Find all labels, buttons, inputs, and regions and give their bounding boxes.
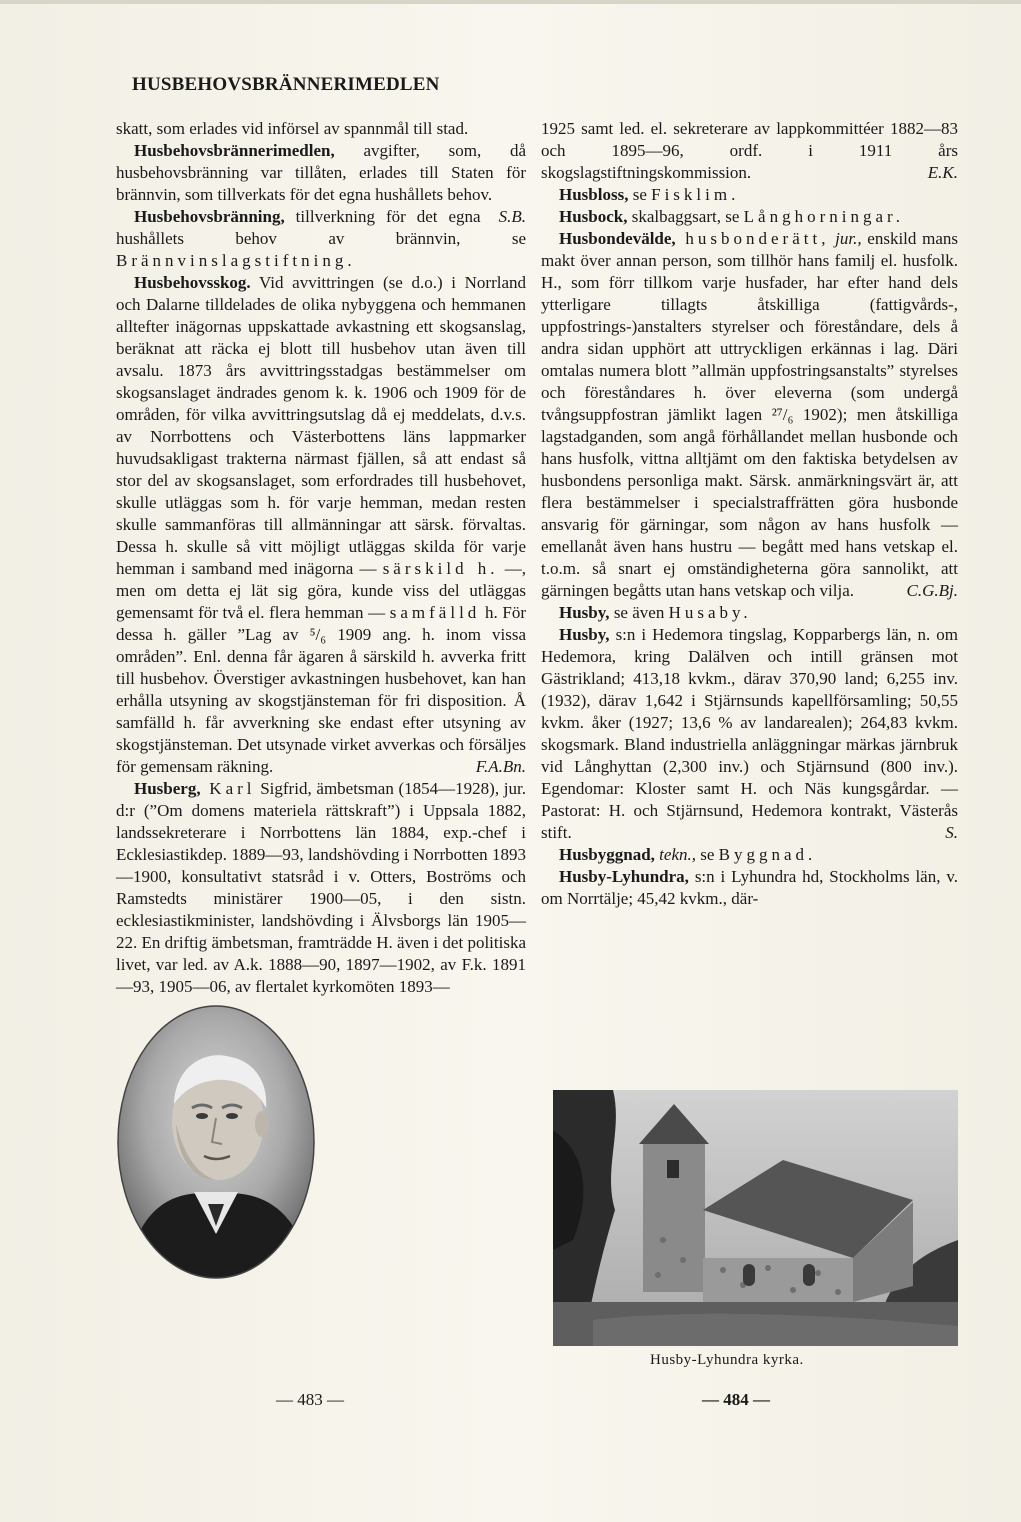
- entry-husbyggnad: [541, 844, 958, 866]
- headword: Husbehovsbrännerimedlen,: [134, 141, 335, 160]
- spaced-name: Karl: [200, 779, 256, 798]
- church-photo-image: [553, 1090, 958, 1346]
- subject-label: jur.,: [829, 229, 862, 248]
- headword: Husbehovsskog.: [134, 273, 251, 292]
- top-edge-rule: [0, 0, 1021, 4]
- right-column: [541, 118, 958, 910]
- entry-text: se även: [609, 603, 669, 622]
- entry-text: Sigfrid, ämbetsman (1854—1928), jur. d:r (”Om domens materiela rättskraft”) i Uppsala 1882, landssekreterare i Norrbottens län 1884, exp.-chef i Ecklesiastikdep. 1889—93, landshövding i Norrbotten 1893—1900, konsultativt statsråd i v. Otters, Boströms och Ramstedts ministärer 1900—05, i den sistn. ecklesiastikminister, landshövding i Älvsborgs län 1905—22. En driftig ämbetsman, framträdde H. även i det politiska livet, var led. av A.k. 1888—90, 1897—1902, av F.k. 1891—93, 1905—06, av flertalet kyrkomöten 1893—: [116, 779, 526, 996]
- author-signature: S.: [945, 823, 958, 842]
- headword: Husbloss,: [559, 185, 629, 204]
- portrait-container: [116, 1004, 326, 1286]
- entry-text: tillverkning för det egna hushållets behov av brännvin, se: [116, 207, 526, 248]
- entry-husbloss: [541, 184, 958, 206]
- author-signature: S.B.: [498, 207, 526, 226]
- author-signature: F.A.Bn.: [475, 757, 526, 776]
- spaced-term: samfälld: [389, 603, 481, 622]
- headword: Husbyggnad,: [559, 845, 655, 864]
- headword: Husby-Lyhundra,: [559, 867, 689, 886]
- entry-text: enskild mans makt över annan person, som tillhör hans familj el. husfolk. H., som förr tillkom varje husfader, har efter hand dels ytterligare tillagts åtskilliga (fattigvårds-, uppfostrings-)anstalters styrelser och föreståndare, dels å andra sidan upphört att uttryckligen erkännas i lag. Däri omtalas numera blott ”allmän uppfostringsanstalts” styrelses och föreståndares h. över eleverna (som undergå tvångsuppfostran jämlikt lagen ²⁷/₆ 1902); men åtskilliga lagstadganden, som angå förhållandet mellan husbonde och hans husfolk, vittna alltjämt om den faktiska betydelsen av husbondens personliga makt. Särsk. anmärkningsvärt är, att flera bestämmelser i specialstraffrätten göra husbonde ansvarig för gärningar, som någon av hans husfolk — emellanåt även hans hustru — begått med hans vetskap el. t.o.m. så snart ej omständigheterna göra sannolikt, att gärningen begåtts utan hans vetskap och vilja.: [541, 229, 958, 600]
- cross-reference: Långhorningar.: [743, 207, 904, 226]
- entry-text: s:n i Hedemora tingslag, Kopparbergs län, n. om Hedemora, kring Dalälven och intill gränsen mot Gästrikland; 413,18 kvkm., därav 370,90 land; 6,255 inv. (1932), därav 1,642 i Stjärnsunds kapellförsamling; 50,55 kvkm. åker (1927; 13,6 % av landarealen); 264,83 kvkm. skogsmark. Bland industriella anläggningar märkas järnbruk vid Långhyttan (2,300 inv.) och Stjärnsund (800 inv.). Egendomar: Kloster samt H. och Näs kungsgårdar. — Pastorat: H. och Stjärnsund, Hedemora kontrakt, Västerås stift.: [541, 625, 958, 842]
- entry-text: avgifter, som, då husbehovsbränning var tillåten, erlades till Staten för brännvin, som tillverkats för det egna hushållets behov.: [116, 141, 526, 204]
- running-head: HUSBEHOVSBRÄNNERIMEDLEN: [132, 74, 440, 95]
- entry-husbehovsbrannerimedlen: [116, 140, 526, 226]
- cross-reference: Husaby.: [668, 603, 752, 622]
- entry-continuation: [541, 118, 958, 184]
- page-number-left: — 483 —: [276, 1390, 344, 1409]
- author-signature: C.G.Bj.: [906, 581, 958, 600]
- entry-text: skalbaggsart, se: [627, 207, 744, 226]
- entry-husbock: [541, 206, 958, 228]
- entry-text: Vid avvittringen (se d.o.) i Norrland och Dalarne tilldelades de olika nybyggena och hemmanen alltefter inägornas uppskattade avkastning ett skogsanslag, beräknat att räcka ej blott till husbehov utan även till avsalu. 1873 års avvittringsstadgas bestämmelser om skogsanslaget ändrades genom k. k. 1906 och 1909 för de områden, för vilka avvittringsutslag då ej meddelats, d.v.s. av Norrbottens och Västerbottens läns lappmarker huvudsakligast trakterna närmast fjällen, så att endast så stor del av skogsanslaget, som erfordrades till husbehovet, skulle utläggas som h. för varje hemman, medan resten skulle sammanföras till allmänningar att särsk. förvaltas. Dessa h. skulle så vitt möjligt utläggas skilda för varje hemman i samband med inägorna —: [116, 273, 526, 578]
- entry-continuation: skatt, som erlades vid införsel av spannmål till stad.: [116, 119, 469, 138]
- headword: Husbock,: [559, 207, 628, 226]
- spaced-term: husbonderätt,: [675, 229, 830, 248]
- entry-husberg: [116, 778, 526, 998]
- entry-husbehovsbranning: [116, 206, 526, 272]
- author-signature: E.K.: [927, 163, 958, 182]
- cross-reference: Fisklim.: [651, 185, 740, 204]
- entry-husby-lyhundra: [541, 866, 958, 910]
- cross-reference: Byggnad.: [718, 845, 817, 864]
- left-column: [116, 118, 526, 998]
- headword: Husberg,: [134, 779, 201, 798]
- entry-text: 1925 samt led. el. sekreterare av lappkommittéer 1882—83 och 1895—96, ordf. i 1911 års skogslagstiftningskommission.: [541, 119, 958, 182]
- entry-text: —, men om detta ej lät sig göra, kunde viss del utläggas gemensamt för två el. flera hemman —: [116, 559, 526, 622]
- photo-caption: Husby-Lyhundra kyrka.: [650, 1352, 804, 1368]
- entry-text: se: [628, 185, 652, 204]
- entry-text: h. För dessa h. gäller ”Lag av ⁵/₆ 1909 ang. h. inom vissa områden”. Enl. denna får ägaren å särskild h. avverka fritt till husbehov. Överstiger avkastningen husbehovet, kan han erhålla utsyning av skogstjänsteman för fri disposition. Å samfälld h. får avverkning ske endast efter utsyning av skogstjänsteman. Det utsynade virket avverkas och försäljes för gemensam räkning.: [116, 603, 526, 776]
- entry-husby-ref: [541, 602, 958, 624]
- headword: Husby,: [559, 625, 610, 644]
- headword: Husby,: [559, 603, 610, 622]
- headword: Husbondevälde,: [559, 229, 676, 248]
- entry-husbondevalde: [541, 228, 958, 602]
- entry-husbehovsskog: [116, 272, 526, 778]
- church-illustration: [553, 1090, 958, 1346]
- entry-text: se: [696, 845, 719, 864]
- page-number-right: — 484 —: [702, 1390, 770, 1409]
- subject-label: tekn.,: [654, 845, 696, 864]
- entry-husby: [541, 624, 958, 844]
- entry-text: s:n i Lyhundra hd, Stockholms län, v. om Norrtälje; 45,42 kvkm., där-: [541, 867, 958, 908]
- cross-reference: Brännvinslagstiftning.: [116, 251, 356, 270]
- spaced-term: särskild h.: [382, 559, 499, 578]
- portrait-husberg-image: [116, 1004, 316, 1280]
- headword: Husbehovsbränning,: [134, 207, 285, 226]
